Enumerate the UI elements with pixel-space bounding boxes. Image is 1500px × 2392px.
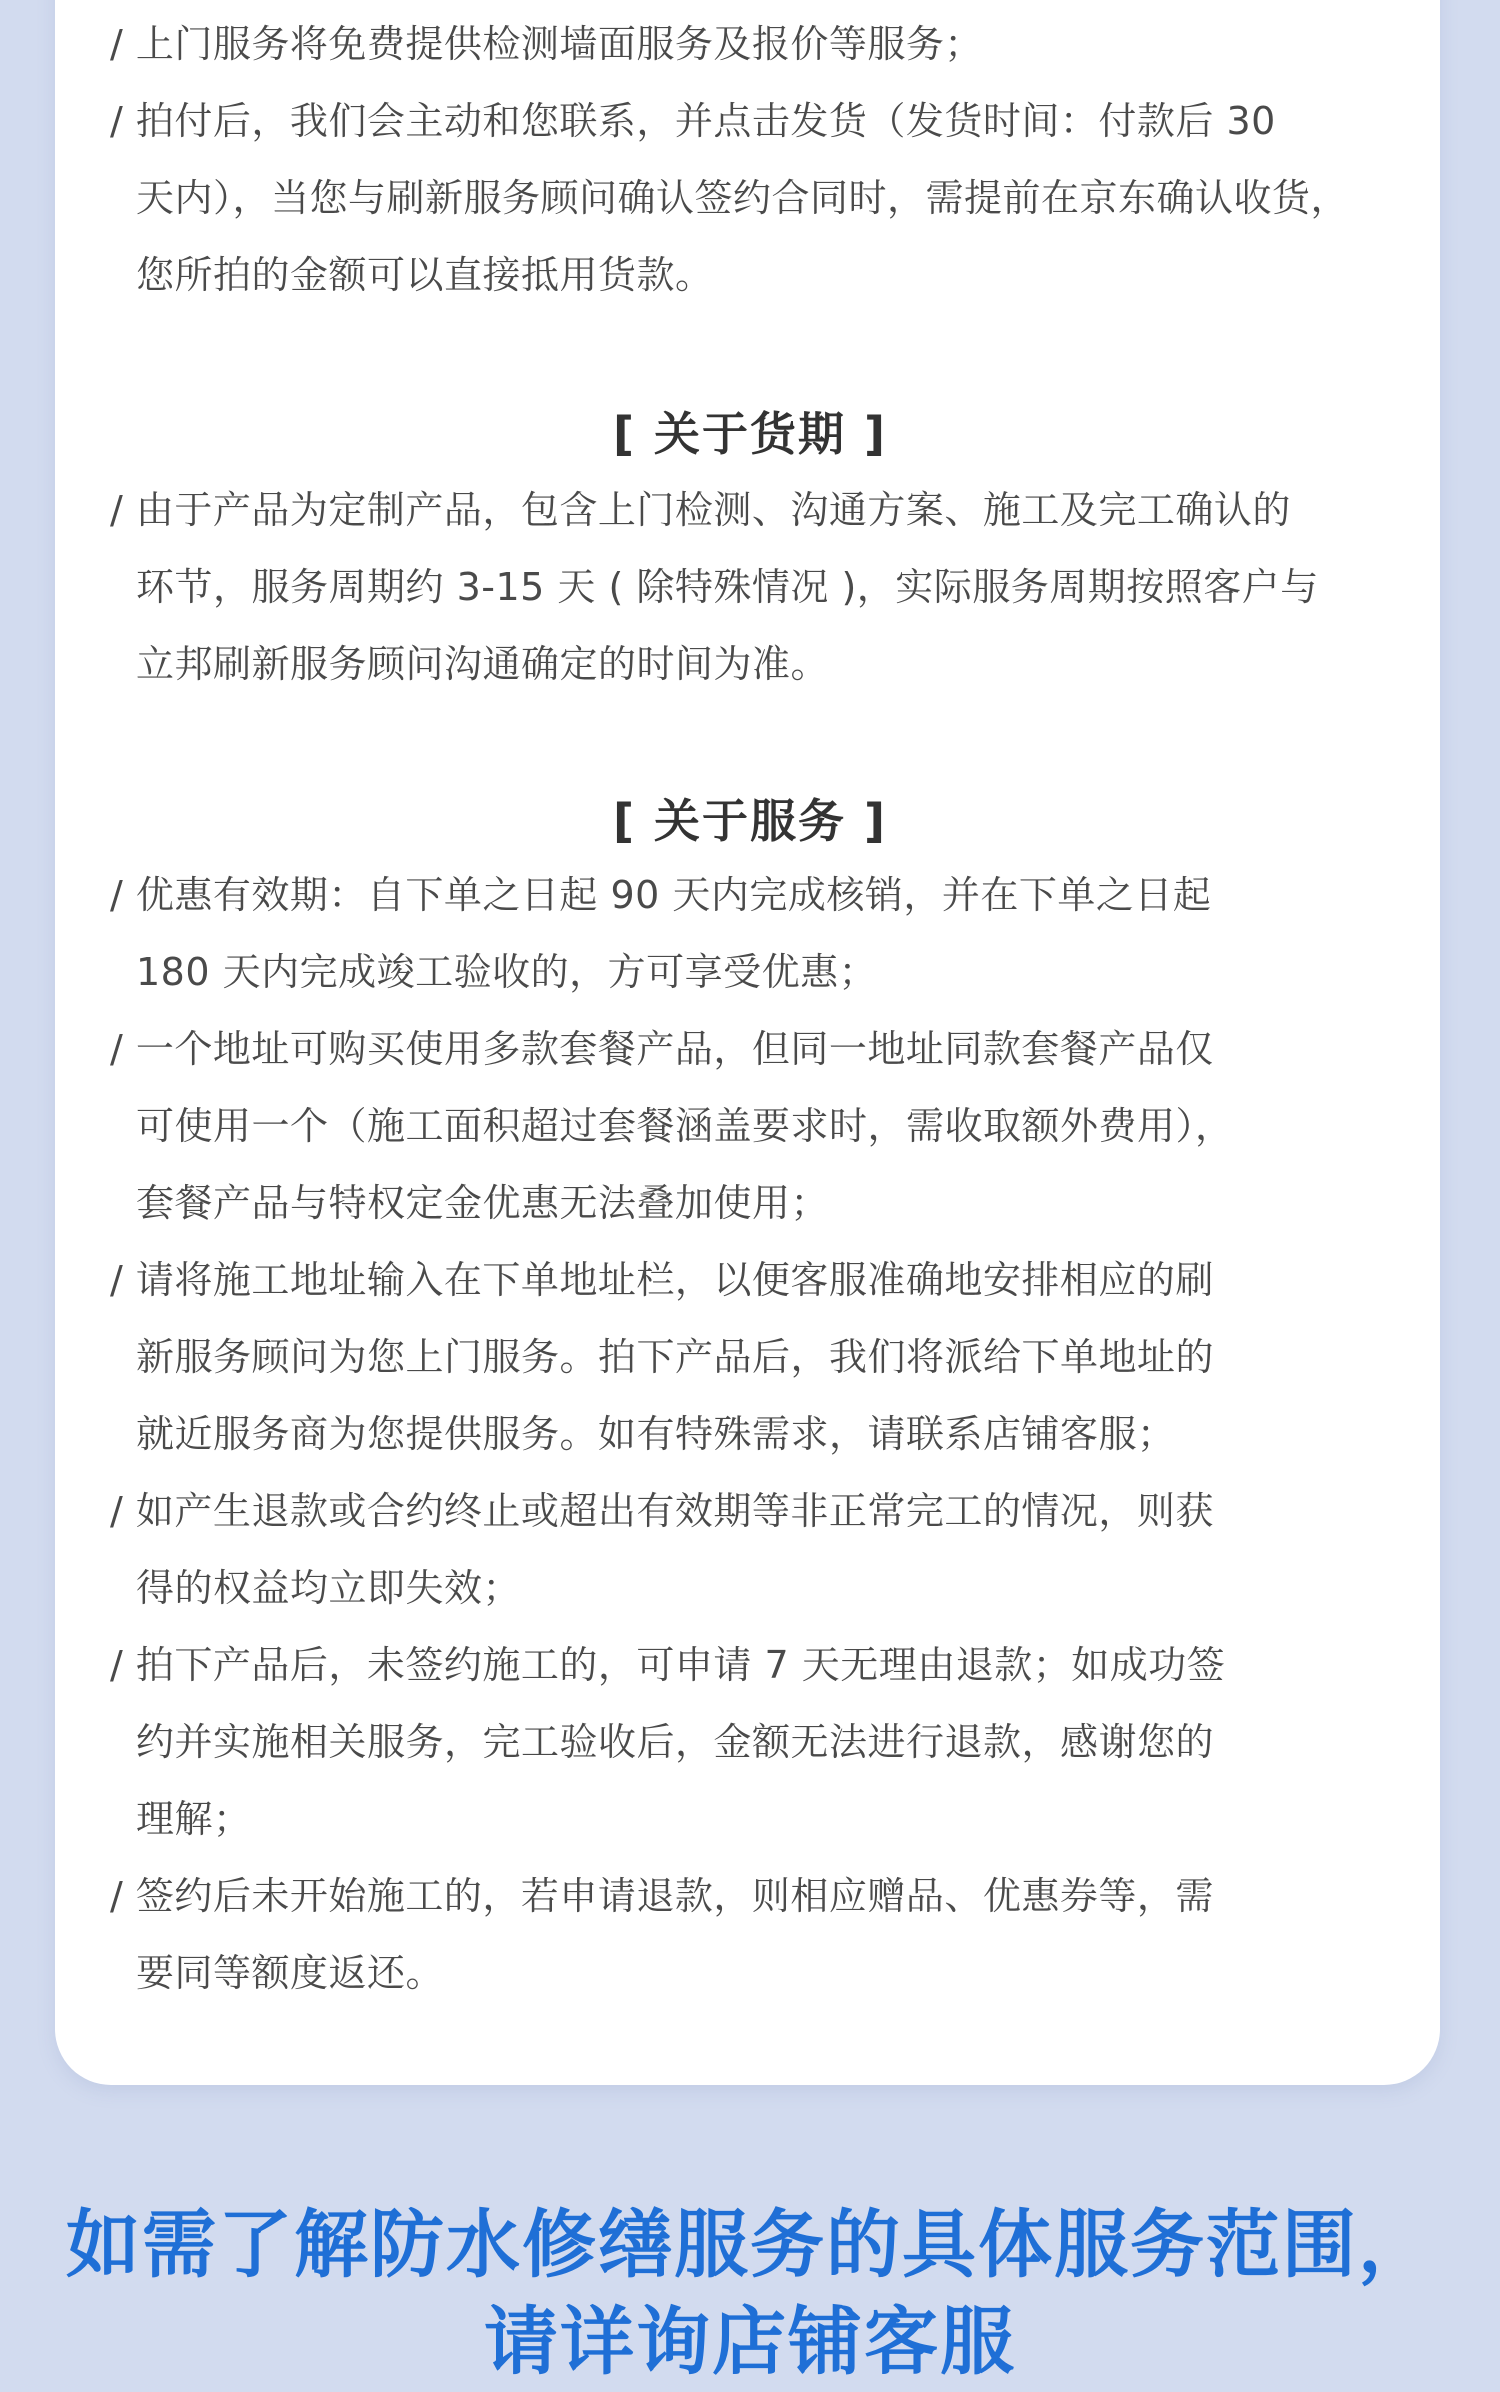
service-item-line: 新服务顾问为您上门服务。拍下产品后，我们将派给下单地址的 <box>136 1335 1215 1379</box>
service-item-line: 得的权益均立即失效； <box>136 1566 522 1610</box>
footer-notice-2: 请详询店铺客服 <box>484 2299 1016 2385</box>
intro-item-line: / 拍付后，我们会主动和您联系，并点击发货（发货时间：付款后 30 <box>110 99 1276 143</box>
service-item-line: 就近服务商为您提供服务。如有特殊需求，请联系店铺客服； <box>136 1412 1176 1456</box>
delivery-item <box>110 472 1370 703</box>
service-item-line: / 优惠有效期：自下单之日起 90 天内完成核销，并在下单之日起 <box>110 873 1212 917</box>
intro-item <box>110 83 1370 314</box>
section-heading-delivery: [ 关于货期 ] <box>612 407 888 461</box>
service-item <box>110 857 1370 1011</box>
footer-notice: 如需了解防水修缮服务的具体服务范围， <box>66 2202 1434 2288</box>
intro-item-line: 您所拍的金额可以直接抵用货款。 <box>136 253 714 297</box>
service-item-line: 约并实施相关服务，完工验收后，金额无法进行退款，感谢您的 <box>136 1720 1215 1764</box>
intro-item-line: 天内），当您与刷新服务顾问确认签约合同时，需提前在京东确认收货， <box>136 176 1350 220</box>
intro-item <box>110 6 1370 83</box>
delivery-item-line: 立邦刷新服务顾问沟通确定的时间为准。 <box>136 642 830 686</box>
service-item-line: 要同等额度返还。 <box>136 1951 445 1995</box>
service-item-line: 套餐产品与特权定金优惠无法叠加使用； <box>136 1181 830 1225</box>
service-item-line: / 签约后未开始施工的，若申请退款，则相应赠品、优惠券等，需 <box>110 1874 1214 1918</box>
service-item-line: / 拍下产品后，未签约施工的，可申请 7 天无理由退款；如成功签 <box>110 1643 1226 1687</box>
service-item-line: / 一个地址可购买使用多款套餐产品，但同一地址同款套餐产品仅 <box>110 1027 1214 1071</box>
service-item-line: 180 天内完成竣工验收的，方可享受优惠； <box>136 950 878 994</box>
section-heading-service: [ 关于服务 ] <box>612 794 888 848</box>
intro-item-line: / 上门服务将免费提供检测墙面服务及报价等服务； <box>110 22 983 66</box>
service-item-line: / 如产生退款或合约终止或超出有效期等非正常完工的情况，则获 <box>110 1489 1214 1533</box>
service-item-line: 可使用一个（施工面积超过套餐涵盖要求时，需收取额外费用）， <box>136 1104 1234 1148</box>
service-item <box>110 1011 1370 1242</box>
service-item-line: / 请将施工地址输入在下单地址栏，以便客服准确地安排相应的刷 <box>110 1258 1214 1302</box>
service-item <box>110 1627 1370 1858</box>
service-item <box>110 1858 1370 2012</box>
service-item <box>110 1473 1370 1627</box>
delivery-item-line: 环节，服务周期约 3-15 天 ( 除特殊情况 )，实际服务周期按照客户与 <box>136 565 1319 609</box>
service-item <box>110 1242 1370 1473</box>
delivery-item-line: / 由于产品为定制产品，包含上门检测、沟通方案、施工及完工确认的 <box>110 488 1291 532</box>
service-item-line: 理解； <box>136 1797 252 1841</box>
